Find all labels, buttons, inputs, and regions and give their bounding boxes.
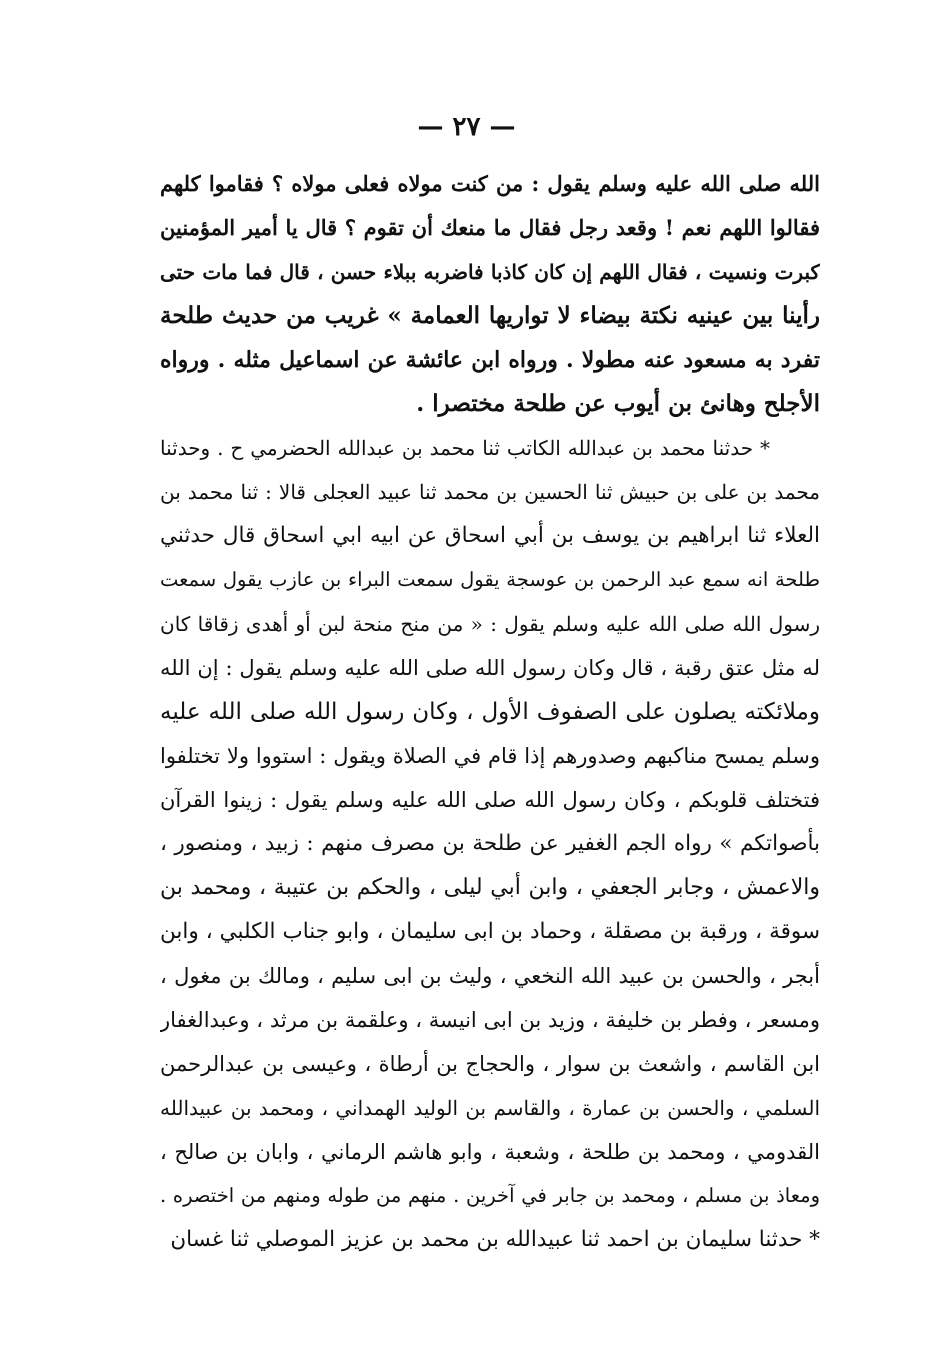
text-line: ابن القاسم ، واشعث بن سوار ، والحجاج بن أرطاة ، وعيسى بن عبدالرحمن bbox=[160, 1052, 820, 1076]
text-line: ومعاذ بن مسلم ، ومحمد بن جابر في آخرين . منهم من طوله ومنهم من اختصره . bbox=[160, 1184, 820, 1207]
text-line: كبرت ونسيت ، فقال اللهم إن كان كاذبا فاضربه ببلاء حسن ، قال فما مات حتى bbox=[160, 260, 820, 284]
text-line: ومسعر ، وفطر بن خليفة ، وزيد بن ابى انيسة ، وعلقمة بن مرثد ، وعبدالغفار bbox=[160, 1008, 820, 1032]
text-line: رأينا بين عينيه نكتة بيضاء لا تواريها العمامة » غريب من حديث طلحة bbox=[160, 302, 820, 329]
text-line: طلحة انه سمع عبد الرحمن بن عوسجة يقول سمعت البراء بن عازب يقول سمعت bbox=[160, 568, 820, 591]
text-line: محمد بن على بن حبيش ثنا الحسين بن محمد ثنا عبيد العجلى قالا : ثنا محمد بن bbox=[160, 480, 820, 504]
text-line: والاعمش ، وجابر الجعفي ، وابن أبي ليلى ، والحكم بن عتيبة ، ومحمد بن bbox=[160, 875, 820, 900]
text-line: وسلم يمسح مناكبهم وصدورهم إذا قام في الصلاة ويقول : استووا ولا تختلفوا bbox=[160, 744, 820, 768]
text-line: * حدثنا محمد بن عبدالله الكاتب ثنا محمد بن عبدالله الحضرمي ح . وحدثنا bbox=[160, 436, 770, 460]
text-line: القدومي ، ومحمد بن طلحة ، وشعبة ، وابو هاشم الرماني ، وابان بن صالح ، bbox=[160, 1140, 820, 1164]
page-number: — ٢٧ — bbox=[417, 112, 516, 142]
text-line: تفرد به مسعود عنه مطولا . ورواه ابن عائشة عن اسماعيل مثله . ورواه bbox=[160, 347, 820, 373]
text-line: فتختلف قلوبكم ، وكان رسول الله صلى الله عليه وسلم يقول : زينوا القرآن bbox=[160, 788, 820, 812]
text-line: السلمي ، والحسن بن عمارة ، والقاسم بن الوليد الهمداني ، ومحمد بن عبيدالله bbox=[160, 1096, 820, 1120]
text-line: الأجلح وهانئ بن أيوب عن طلحة مختصرا . bbox=[416, 390, 820, 417]
text-line: الله صلى الله عليه وسلم يقول : من كنت مولاه فعلى مولاه ؟ فقاموا كلهم bbox=[160, 171, 820, 196]
page-body bbox=[160, 162, 820, 1262]
text-line: وملائكته يصلون على الصفوف الأول ، وكان رسول الله صلى الله عليه bbox=[160, 699, 820, 725]
text-line: * حدثنا سليمان بن احمد ثنا عبيدالله بن محمد بن عزيز الموصلي ثنا غسان bbox=[170, 1227, 820, 1252]
text-line: العلاء ثنا ابراهيم بن يوسف بن أبي اسحاق عن ابيه ابي اسحاق قال حدثني bbox=[160, 523, 820, 548]
text-line: له مثل عتق رقبة ، قال وكان رسول الله صلى الله عليه وسلم يقول : إن الله bbox=[160, 656, 820, 680]
text-line: فقالوا اللهم نعم ! وقعد رجل فقال ما منعك أن تقوم ؟ قال يا أمير المؤمنين bbox=[160, 215, 820, 240]
text-line: سوقة ، ورقبة بن مصقلة ، وحماد بن ابى سليمان ، وابو جناب الكلبي ، وابن bbox=[160, 919, 820, 944]
text-line: رسول الله صلى الله عليه وسلم يقول : « من منح منحة لبن أو أهدى زقاقا كان bbox=[160, 612, 820, 636]
text-line: بأصواتكم » رواه الجم الغفير عن طلحة بن مصرف منهم : زبيد ، ومنصور ، bbox=[160, 831, 820, 856]
text-line: أبجر ، والحسن بن عبيد الله النخعي ، وليث بن ابى سليم ، ومالك بن مغول ، bbox=[160, 964, 820, 988]
